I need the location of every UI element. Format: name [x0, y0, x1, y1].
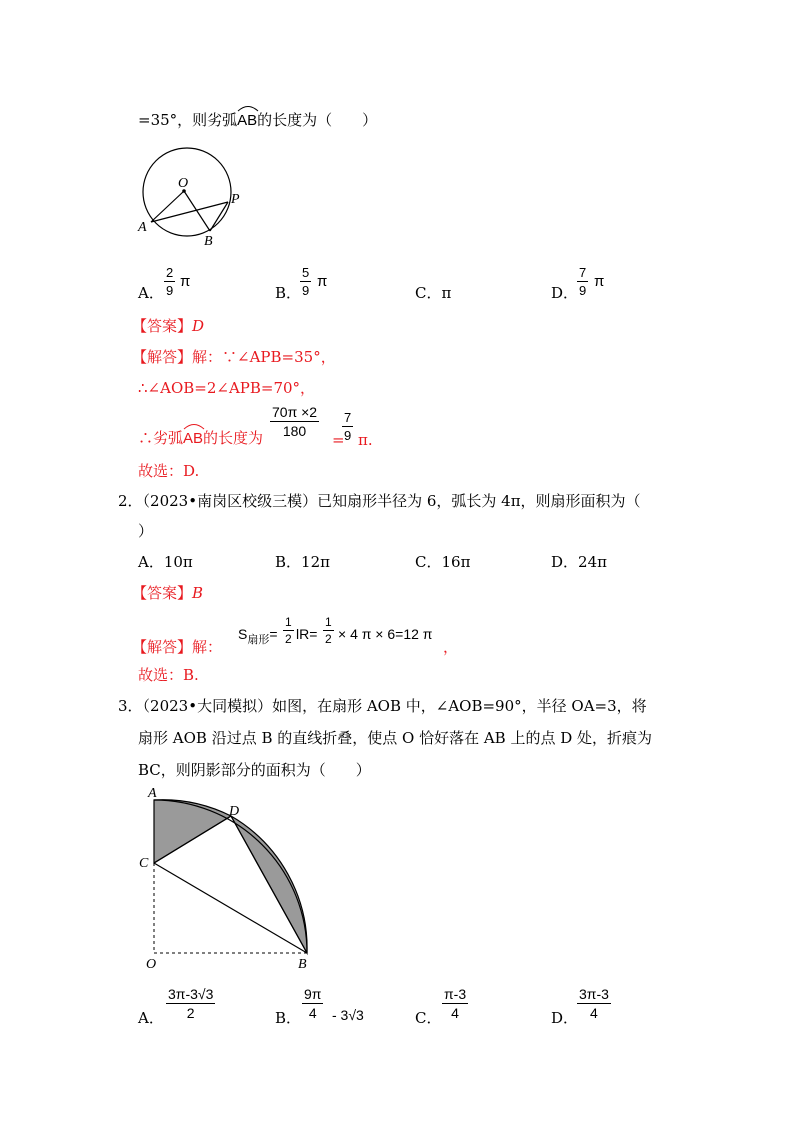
label-p: P	[231, 192, 240, 207]
arc-mark-icon	[183, 422, 205, 430]
q1-answer: 【答案】D	[132, 317, 205, 335]
q1-option-b-pi: π	[317, 273, 328, 290]
q2-solution-frac2: 1 2	[325, 615, 332, 646]
q1-solution-frac2: 7 9	[344, 410, 352, 443]
q3-option-d[interactable]: D．	[551, 1009, 579, 1027]
q1-option-a[interactable]: A．	[138, 284, 164, 302]
label-b: B	[204, 234, 213, 249]
q1-stem-tail: =35°，则劣弧 AB的长度为（ ）	[138, 110, 377, 131]
q1-arc-ab: AB	[237, 110, 257, 131]
q1-option-d-pi: π	[594, 273, 605, 290]
label-o: O	[178, 176, 189, 191]
q2-option-b[interactable]: B．12π	[275, 553, 330, 571]
q2-stem: 2．（2023•南岗区校级三模）已知扇形半径为 6，弧长为 4π，则扇形面积为（	[118, 492, 641, 510]
q3-option-b[interactable]: B．	[275, 1009, 302, 1027]
q3-option-c[interactable]: C．	[415, 1009, 442, 1027]
q1-option-d-frac: 7 9	[579, 265, 587, 298]
label-a: A	[148, 786, 157, 801]
q1-solution-frac1: 70π ×2 180	[272, 404, 318, 439]
q2-solution: 【解答】解：	[132, 638, 223, 656]
q2-option-d[interactable]: D．24π	[551, 553, 607, 571]
label-o: O	[146, 957, 157, 972]
q2-solution-tail: × 4 π × 6=12 π	[338, 626, 433, 642]
q3-stem-1: 3．（2023•大同模拟）如图，在扇形 AOB 中，∠AOB=90°，半径 OA=3，将	[118, 697, 647, 715]
q1-solution-line1: 【解答】解：∵∠APB=35°，	[132, 348, 336, 366]
q1-circle-figure	[132, 145, 252, 255]
q3-option-a[interactable]: A．	[138, 1009, 164, 1027]
q3-stem-2: 扇形 AOB 沿过点 B 的直线折叠，使点 O 恰好落在 AB 上的点 D 处，折痕为	[138, 729, 653, 747]
q2-solution-formula-s: $S_{扇形}=$	[238, 626, 278, 646]
q2-stem-end: ）	[138, 522, 154, 540]
q1-option-c[interactable]: C．π	[415, 284, 452, 302]
q3-option-c-frac: π-3 4	[444, 986, 467, 1021]
arc-mark-icon	[237, 104, 259, 112]
q3-sector-figure	[138, 785, 328, 975]
q3-option-d-frac: 3π-3 4	[579, 986, 609, 1021]
q1-solution-line2: ∴∠AOB=2∠APB=70°，	[138, 379, 316, 397]
q2-option-c[interactable]: C．16π	[415, 553, 471, 571]
q2-option-a[interactable]: A．10π	[138, 553, 193, 571]
label-c: C	[139, 856, 149, 871]
q1-solution-line3: ∴劣弧 AB的长度为	[138, 428, 263, 449]
label-b: B	[298, 957, 307, 972]
label-d: D	[229, 804, 240, 819]
q2-solution-lr: lR=	[296, 626, 318, 642]
label-a: A	[138, 220, 147, 235]
q1-option-b-frac: 5 9	[302, 265, 310, 298]
q1-choose: 故选：D.	[138, 462, 200, 480]
q1-option-a-frac: 2 9	[166, 265, 174, 298]
q1-option-d[interactable]: D．	[551, 284, 579, 302]
q1-option-a-pi: π	[180, 273, 191, 290]
q3-option-b-frac: 9π 4	[304, 986, 322, 1021]
q1-solution-pi: π.	[358, 431, 373, 449]
q2-solution-frac1: 1 2	[285, 615, 292, 646]
q1-solution-eq: =	[332, 431, 345, 449]
q3-option-a-frac: 3π-3√3 2	[168, 986, 214, 1021]
q2-choose: 故选：B.	[138, 666, 199, 684]
q2-solution-end: ，	[443, 638, 459, 656]
q2-answer: 【答案】B	[132, 584, 204, 602]
q3-option-b-suffix: - 3√3	[332, 1007, 364, 1023]
q3-stem-3: BC，则阴影部分的面积为（ ）	[138, 761, 371, 779]
q1-option-b[interactable]: B．	[275, 284, 302, 302]
